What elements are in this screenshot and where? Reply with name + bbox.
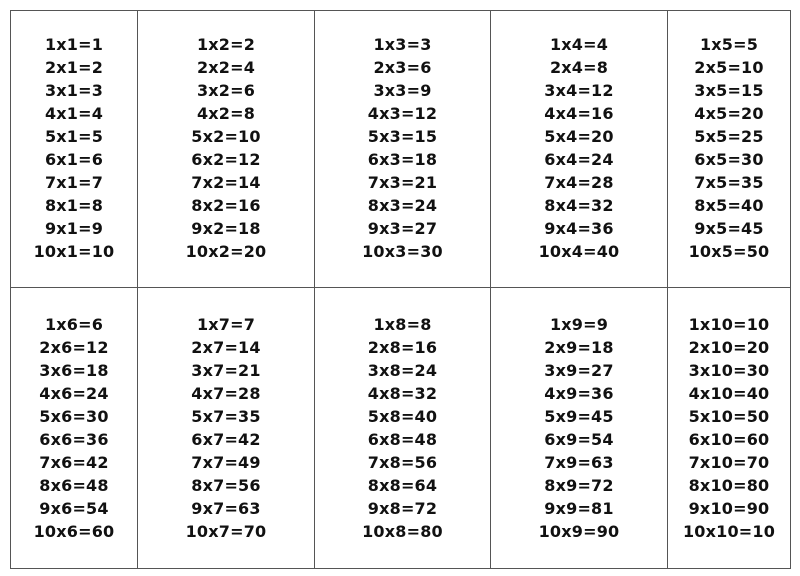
table-line: 10x7=70: [185, 522, 267, 541]
table-line: 2x5=10: [694, 58, 764, 77]
table-line: 1x9=9: [549, 315, 609, 334]
table-line: 1x7=7: [196, 315, 256, 334]
table-line: 4x4=16: [544, 104, 614, 123]
table-2-cell: [137, 10, 315, 288]
table-line: 7x4=28: [544, 173, 614, 192]
table-line: 2x1=2: [44, 58, 104, 77]
table-line: 5x10=50: [688, 407, 770, 426]
table-line: 10x5=50: [688, 242, 770, 261]
table-line: 6x1=6: [44, 150, 104, 169]
table-1-cell: [10, 10, 138, 288]
table-line: 3x9=27: [544, 361, 614, 380]
table-8-cell: [314, 287, 491, 569]
table-line: 1x2=2: [196, 35, 256, 54]
table-line: 1x10=10: [688, 315, 770, 334]
table-6-cell: [10, 287, 138, 569]
table-3-cell: [314, 10, 491, 288]
table-line: 10x4=40: [538, 242, 620, 261]
table-line: 7x2=14: [191, 173, 261, 192]
table-line: 1x4=4: [549, 35, 609, 54]
table-line: 5x4=20: [544, 127, 614, 146]
table-line: 4x9=36: [544, 384, 614, 403]
table-line: 6x3=18: [367, 150, 438, 169]
table-line: 4x1=4: [44, 104, 104, 123]
table-line: 9x9=81: [544, 499, 614, 518]
table-line: 5x8=40: [367, 407, 438, 426]
table-line: 3x5=15: [694, 81, 764, 100]
table-line: 10x9=90: [538, 522, 620, 541]
table-line: 7x1=7: [44, 173, 104, 192]
table-line: 7x6=42: [39, 453, 109, 472]
table-line: 4x8=32: [367, 384, 438, 403]
table-7-cell: [137, 287, 315, 569]
table-line: 6x10=60: [688, 430, 770, 449]
table-line: 8x5=40: [694, 196, 764, 215]
table-line: 9x10=90: [688, 499, 770, 518]
table-line: 1x3=3: [373, 35, 432, 54]
table-line: 8x2=16: [191, 196, 261, 215]
table-line: 9x1=9: [44, 219, 104, 238]
table-line: 4x7=28: [191, 384, 261, 403]
table-line: 2x7=14: [191, 338, 261, 357]
table-line: 2x3=6: [373, 58, 432, 77]
table-line: 5x9=45: [544, 407, 614, 426]
table-line: 7x10=70: [688, 453, 770, 472]
table-line: 6x9=54: [544, 430, 614, 449]
table-line: 3x8=24: [367, 361, 438, 380]
table-line: 10x8=80: [362, 522, 443, 541]
table-line: 4x5=20: [694, 104, 764, 123]
table-line: 10x10=10: [682, 522, 776, 541]
table-line: 3x7=21: [191, 361, 261, 380]
table-line: 8x9=72: [544, 476, 614, 495]
table-2-list: [138, 33, 314, 263]
table-line: 7x9=63: [544, 453, 614, 472]
table-line: 8x3=24: [367, 196, 438, 215]
table-line: 6x6=36: [39, 430, 109, 449]
table-10-list: [668, 313, 790, 543]
table-line: 5x7=35: [191, 407, 261, 426]
table-line: 5x2=10: [191, 127, 261, 146]
table-line: 10x3=30: [362, 242, 443, 261]
table-line: 2x10=20: [688, 338, 770, 357]
table-line: 3x10=30: [688, 361, 770, 380]
table-line: 8x7=56: [191, 476, 261, 495]
table-line: 3x1=3: [44, 81, 104, 100]
table-8-list: [315, 313, 490, 543]
table-line: 1x1=1: [44, 35, 104, 54]
table-line: 9x6=54: [39, 499, 109, 518]
table-line: 6x7=42: [191, 430, 261, 449]
table-line: 10x1=10: [33, 242, 115, 261]
table-10-cell: [667, 287, 791, 569]
table-9-list: [491, 313, 667, 543]
table-line: 7x5=35: [694, 173, 764, 192]
table-line: 7x8=56: [367, 453, 438, 472]
table-line: 2x8=16: [367, 338, 438, 357]
table-line: 2x4=8: [549, 58, 609, 77]
table-line: 5x1=5: [44, 127, 104, 146]
table-line: 5x6=30: [39, 407, 109, 426]
table-4-list: [491, 33, 667, 263]
table-5-list: [668, 33, 790, 263]
table-5-cell: [667, 10, 791, 288]
table-line: 1x5=5: [699, 35, 759, 54]
table-line: 8x8=64: [367, 476, 438, 495]
table-line: 3x6=18: [39, 361, 109, 380]
table-line: 3x4=12: [544, 81, 614, 100]
table-line: 3x2=6: [196, 81, 256, 100]
table-line: 4x10=40: [688, 384, 770, 403]
table-line: 9x7=63: [191, 499, 261, 518]
table-line: 4x3=12: [367, 104, 438, 123]
table-line: 9x8=72: [367, 499, 438, 518]
table-line: 9x4=36: [544, 219, 614, 238]
table-1-list: [11, 33, 137, 263]
table-line: 8x10=80: [688, 476, 770, 495]
table-line: 7x3=21: [367, 173, 438, 192]
table-line: 2x9=18: [544, 338, 614, 357]
table-line: 10x2=20: [185, 242, 267, 261]
table-line: 6x5=30: [694, 150, 764, 169]
table-line: 4x2=8: [196, 104, 256, 123]
table-line: 10x6=60: [33, 522, 115, 541]
table-line: 9x2=18: [191, 219, 261, 238]
table-line: 6x8=48: [367, 430, 438, 449]
table-line: 8x4=32: [544, 196, 614, 215]
table-line: 1x6=6: [44, 315, 104, 334]
table-7-list: [138, 313, 314, 543]
table-line: 9x5=45: [694, 219, 764, 238]
table-4-cell: [490, 10, 668, 288]
table-line: 3x3=9: [373, 81, 432, 100]
table-line: 8x1=8: [44, 196, 104, 215]
table-9-cell: [490, 287, 668, 569]
table-line: 1x8=8: [373, 315, 432, 334]
table-line: 6x4=24: [544, 150, 614, 169]
table-6-list: [11, 313, 137, 543]
table-line: 2x2=4: [196, 58, 256, 77]
table-line: 5x5=25: [694, 127, 764, 146]
table-line: 8x6=48: [39, 476, 109, 495]
table-3-list: [315, 33, 490, 263]
table-line: 7x7=49: [191, 453, 261, 472]
table-line: 4x6=24: [39, 384, 109, 403]
table-line: 9x3=27: [367, 219, 438, 238]
table-line: 6x2=12: [191, 150, 261, 169]
table-line: 2x6=12: [39, 338, 109, 357]
table-line: 5x3=15: [367, 127, 438, 146]
